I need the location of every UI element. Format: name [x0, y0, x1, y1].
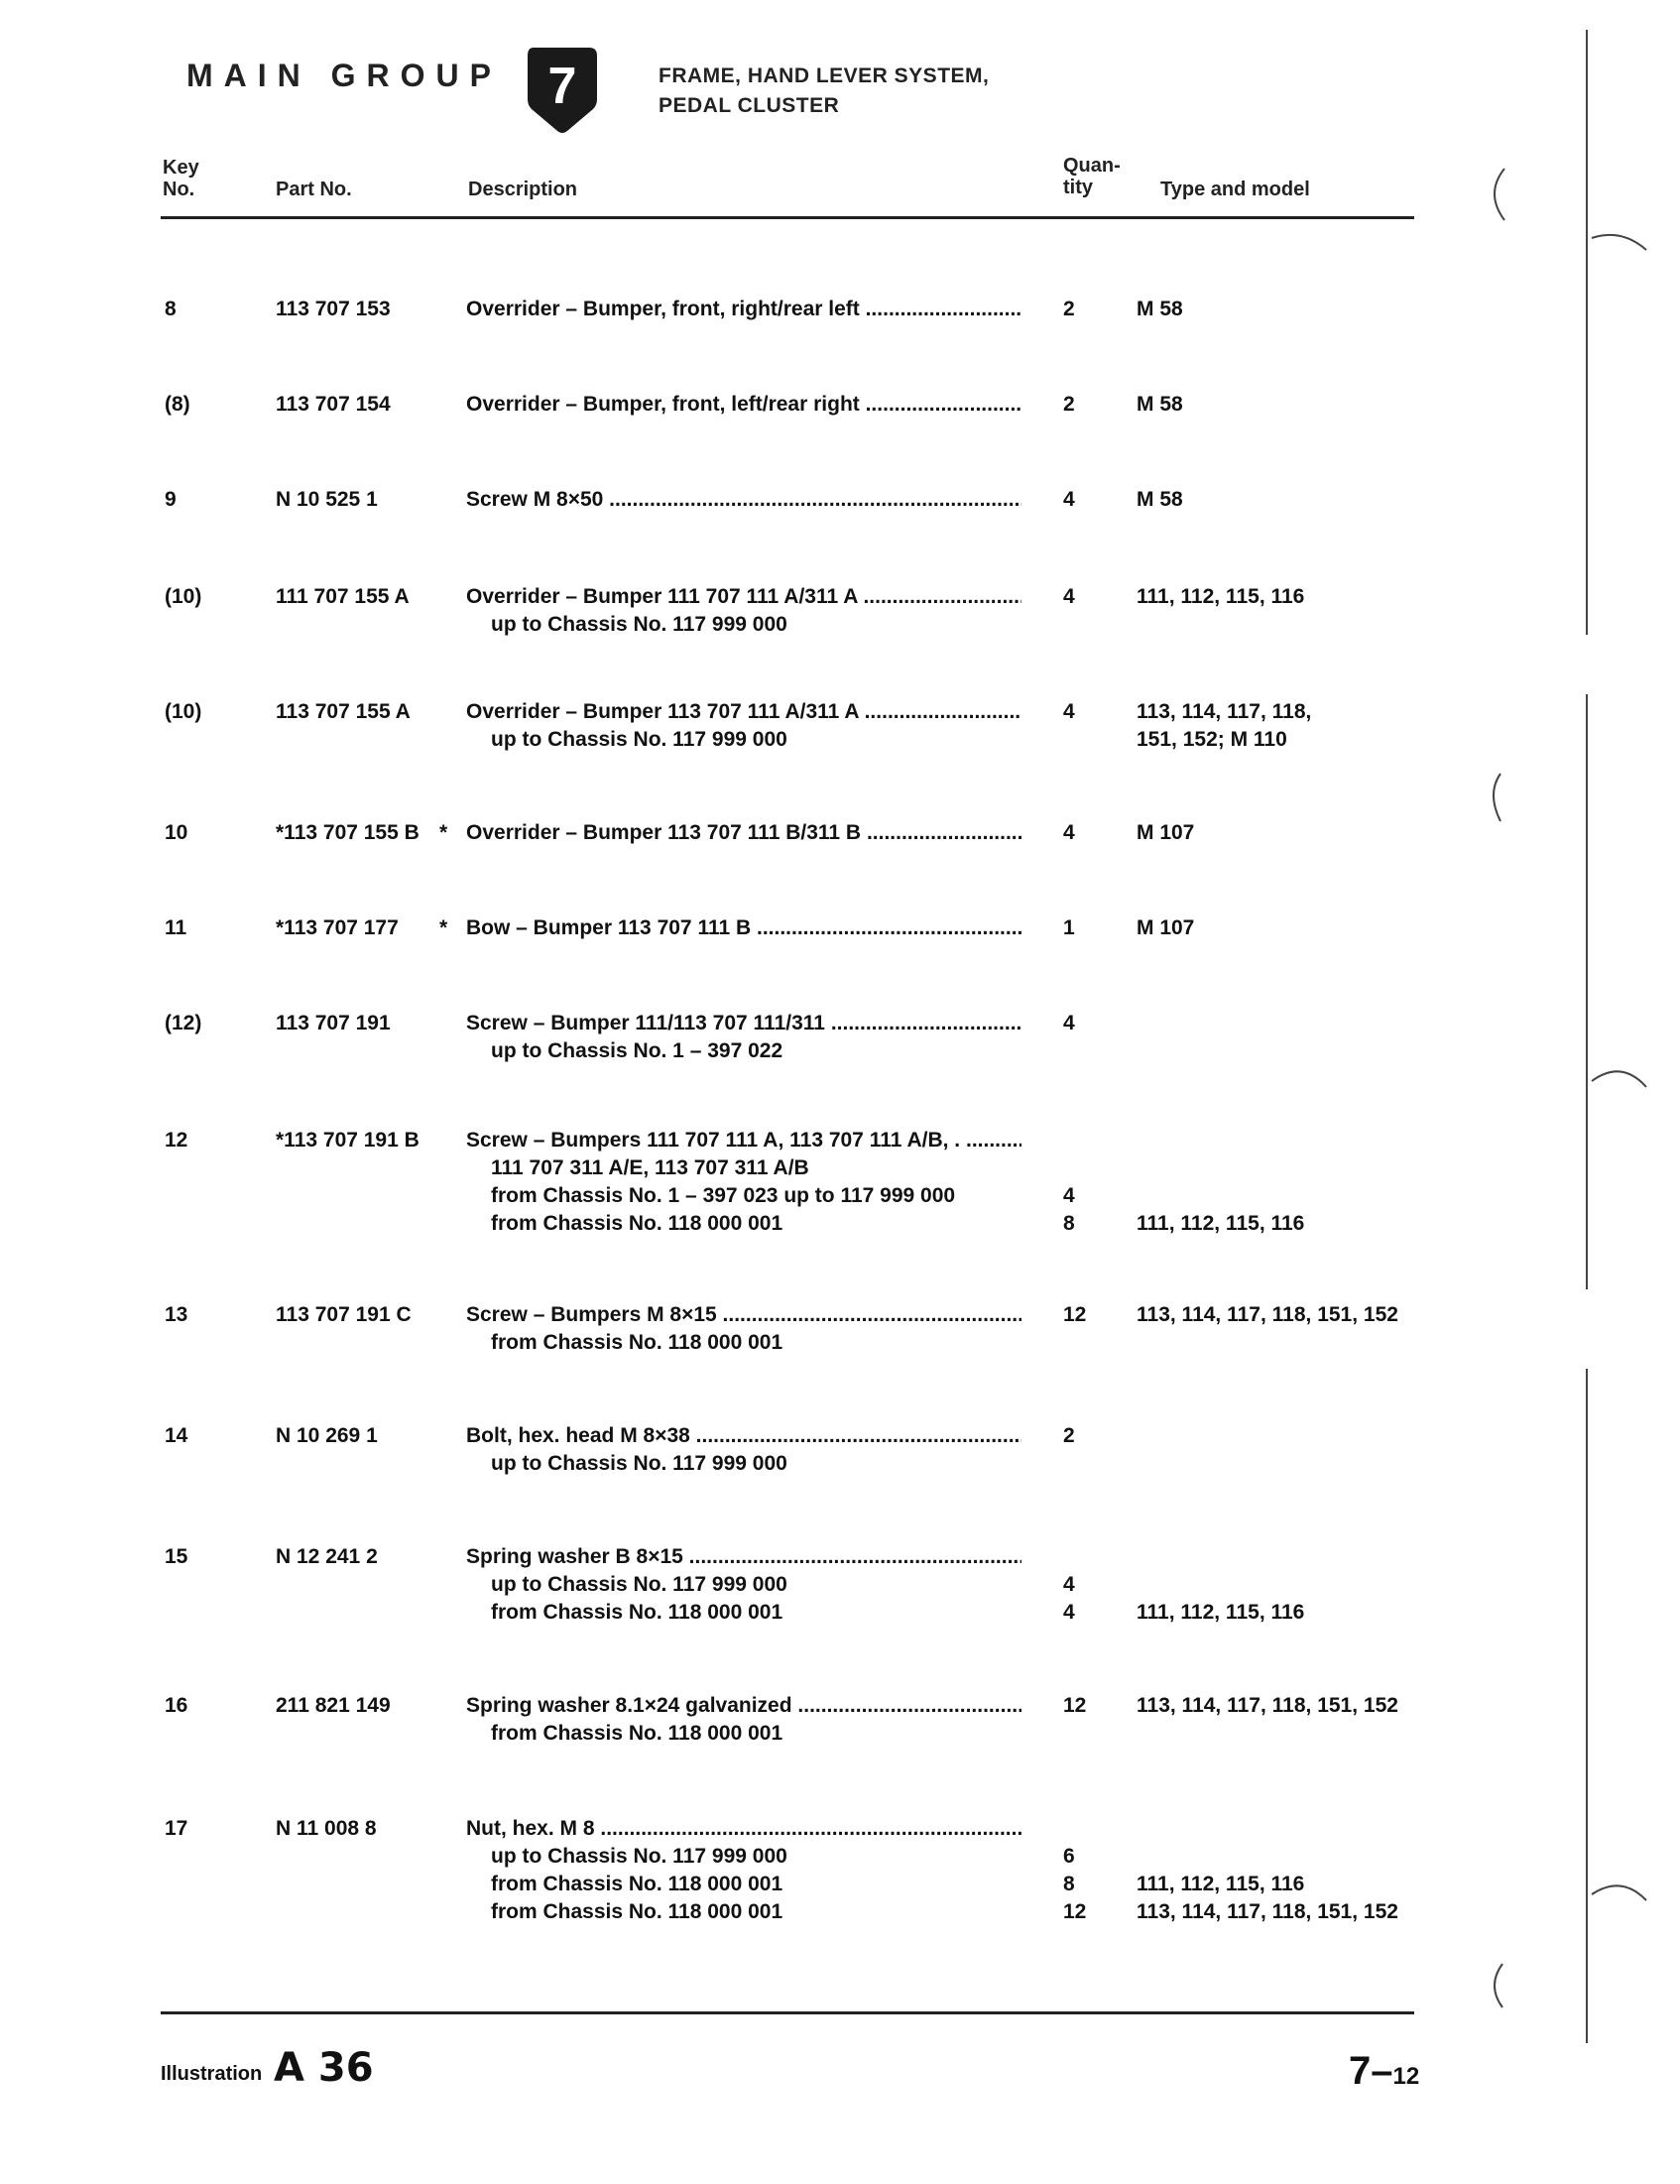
part-number: 113 707 154	[276, 393, 391, 416]
key-number: 10	[165, 821, 188, 844]
type-model-value	[1137, 1815, 1398, 1843]
column-header-key-no: Key No.	[163, 157, 199, 200]
key-number: 9	[165, 488, 177, 511]
quantity-value: 4	[1063, 821, 1075, 844]
type-model-value: M 58	[1137, 298, 1183, 320]
part-number: *113 707 191 B	[276, 1129, 420, 1152]
quantity-value: 4	[1063, 1012, 1075, 1034]
part-number: 113 707 155 A	[276, 700, 411, 723]
type-model	[1137, 698, 1311, 754]
quantity	[1063, 914, 1103, 942]
type-model	[1137, 1815, 1398, 1926]
part-number: 113 707 191 C	[276, 1303, 412, 1326]
description-detail: 111 707 311 A/E, 113 707 311 A/B	[491, 1156, 809, 1179]
page-number	[1349, 2049, 1419, 2094]
key-number: 13	[165, 1303, 188, 1326]
description-main: Bow – Bumper 113 707 111 B .....	[466, 914, 1021, 942]
description-detail: up to Chassis No. 117 999 000	[491, 1452, 787, 1475]
description	[466, 698, 1021, 754]
quantity	[1063, 296, 1103, 323]
key-number: 16	[165, 1694, 188, 1717]
type-model-value: 151, 152; M 110	[1137, 728, 1287, 751]
description-main: Overrider – Bumper, front, left/rear right .....	[466, 391, 1021, 419]
illustration-code: A 36	[274, 2045, 374, 2091]
column-header-quantity: Quan- tity	[1063, 155, 1121, 198]
part-number: 113 707 191	[276, 1012, 391, 1034]
column-header-type-model: Type and model	[1160, 179, 1310, 200]
part-number: N 10 525 1	[276, 488, 378, 511]
description-main: Overrider – Bumper, front, right/rear left .....	[466, 296, 1021, 323]
key-number: 12	[165, 1129, 188, 1152]
key-number: (10)	[165, 585, 202, 608]
part-number: N 12 241 2	[276, 1545, 378, 1568]
key-number: 15	[165, 1545, 188, 1568]
description-main: Spring washer B 8×15 .....	[466, 1543, 1021, 1571]
illustration-label: Illustration	[161, 2063, 263, 2085]
type-model-value	[1137, 1154, 1304, 1182]
quantity-value: 4	[1063, 488, 1075, 511]
description	[466, 1010, 1021, 1065]
quantity	[1063, 819, 1103, 847]
description-detail: up to Chassis No. 117 999 000	[491, 728, 787, 751]
description-detail: from Chassis No. 118 000 001	[491, 1873, 783, 1895]
type-model-value: 113, 114, 117, 118, 151, 152	[1137, 1900, 1398, 1923]
description	[466, 914, 1021, 942]
description-main: Screw M 8×50 .....	[466, 486, 1021, 514]
change-marker: *	[439, 916, 448, 939]
type-model-value: 113, 114, 117, 118,	[1137, 700, 1312, 723]
quantity-value: 4	[1063, 1184, 1075, 1207]
quantity-value	[1063, 1543, 1103, 1571]
main-group-label: MAIN GROUP	[186, 58, 502, 93]
type-model	[1137, 391, 1183, 419]
type-model	[1137, 1127, 1304, 1238]
page-number-sub: 12	[1392, 2063, 1420, 2090]
quantity-value	[1063, 1815, 1103, 1843]
type-model-value	[1137, 1543, 1304, 1571]
quantity-value: 12	[1063, 1303, 1087, 1326]
part-number: N 11 008 8	[276, 1817, 377, 1840]
key-number: 14	[165, 1424, 188, 1447]
quantity-value: 4	[1063, 1573, 1075, 1596]
column-header-description: Description	[468, 179, 578, 200]
description	[466, 391, 1021, 419]
type-model	[1137, 296, 1183, 323]
quantity	[1063, 1301, 1103, 1329]
description-main: Spring washer 8.1×24 galvanized .....	[466, 1692, 1021, 1720]
type-model-value: 111, 112, 115, 116	[1137, 585, 1305, 608]
description-detail: from Chassis No. 1 – 397 023 up to 117 999 000	[491, 1184, 956, 1207]
description	[466, 1301, 1021, 1357]
header-rule	[161, 216, 1414, 219]
description	[466, 819, 1021, 847]
type-model	[1137, 1301, 1398, 1329]
key-number: 11	[165, 916, 187, 939]
type-model	[1137, 583, 1304, 611]
quantity-value: 2	[1063, 298, 1075, 320]
description-detail: from Chassis No. 118 000 001	[491, 1722, 783, 1745]
type-model-value: M 107	[1137, 821, 1195, 844]
quantity-value	[1063, 1154, 1103, 1182]
quantity-value: 4	[1063, 1601, 1075, 1624]
description	[466, 486, 1021, 514]
type-model	[1137, 486, 1183, 514]
quantity	[1063, 391, 1103, 419]
quantity	[1063, 486, 1103, 514]
quantity-value: 4	[1063, 585, 1075, 608]
part-number: *113 707 155 B	[276, 821, 420, 844]
quantity	[1063, 1422, 1103, 1450]
key-number: (12)	[165, 1012, 202, 1034]
description	[466, 583, 1021, 639]
description	[466, 1815, 1021, 1926]
key-number: (10)	[165, 700, 202, 723]
description-detail: up to Chassis No. 117 999 000	[491, 613, 787, 636]
description-main: Bolt, hex. head M 8×38 .....	[466, 1422, 1021, 1450]
type-model	[1137, 914, 1194, 942]
quantity-value: 1	[1063, 916, 1075, 939]
part-number: N 10 269 1	[276, 1424, 378, 1447]
description-main: Nut, hex. M 8 .....	[466, 1815, 1021, 1843]
key-number: 17	[165, 1817, 188, 1840]
part-number: 113 707 153	[276, 298, 391, 320]
quantity-value: 2	[1063, 393, 1075, 416]
group-title-line-2: PEDAL CLUSTER	[659, 94, 840, 117]
change-marker: *	[439, 821, 448, 844]
description-main: Overrider – Bumper 113 707 111 A/311 A .....	[466, 698, 1021, 726]
description	[466, 1422, 1021, 1478]
quantity-value: 12	[1063, 1900, 1087, 1923]
binding-edge-decoration	[1483, 0, 1680, 2184]
description	[466, 296, 1021, 323]
description-detail: from Chassis No. 118 000 001	[491, 1601, 783, 1624]
description-main: Screw – Bumpers 111 707 111 A, 113 707 111 A/B, . .....	[466, 1127, 1021, 1154]
quantity	[1063, 1543, 1103, 1627]
type-model	[1137, 1692, 1398, 1720]
quantity	[1063, 1127, 1103, 1238]
page-number-separator: –	[1371, 2049, 1393, 2093]
description-main: Screw – Bumper 111/113 707 111/311 .....	[466, 1010, 1021, 1037]
description-detail: from Chassis No. 118 000 001	[491, 1212, 783, 1235]
type-model-value: 111, 112, 115, 116	[1137, 1873, 1305, 1895]
footer-rule	[161, 2011, 1414, 2014]
group-number-badge	[524, 44, 601, 135]
quantity	[1063, 1692, 1103, 1720]
quantity	[1063, 698, 1103, 726]
quantity-value: 6	[1063, 1845, 1075, 1868]
type-model-value: M 58	[1137, 488, 1183, 511]
key-number: 8	[165, 298, 177, 320]
description	[466, 1543, 1021, 1627]
description-main: Overrider – Bumper 111 707 111 A/311 A .....	[466, 583, 1021, 611]
type-model-value: M 58	[1137, 393, 1183, 416]
quantity-value: 8	[1063, 1873, 1075, 1895]
group-title-line-1: FRAME, HAND LEVER SYSTEM,	[659, 64, 990, 87]
description-detail: from Chassis No. 118 000 001	[491, 1331, 783, 1354]
type-model-value	[1137, 1843, 1398, 1871]
quantity-value: 2	[1063, 1424, 1075, 1447]
description	[466, 1692, 1021, 1748]
quantity-value: 12	[1063, 1694, 1087, 1717]
quantity	[1063, 1010, 1103, 1037]
description-detail: up to Chassis No. 117 999 000	[491, 1573, 787, 1596]
type-model-value: 113, 114, 117, 118, 151, 152	[1137, 1303, 1398, 1326]
part-number: 211 821 149	[276, 1694, 391, 1717]
group-number: 7	[547, 58, 577, 115]
type-model-value	[1137, 1571, 1304, 1599]
quantity	[1063, 1815, 1103, 1926]
page-number-main: 7	[1349, 2049, 1372, 2093]
quantity-value	[1063, 1127, 1103, 1154]
part-number: *113 707 177	[276, 916, 399, 939]
group-title	[659, 61, 989, 121]
part-number: 111 707 155 A	[276, 585, 410, 608]
column-header-part-no: Part No.	[276, 179, 352, 200]
type-model	[1137, 819, 1194, 847]
quantity-value: 4	[1063, 700, 1075, 723]
description	[466, 1127, 1021, 1238]
type-model-value	[1137, 1182, 1304, 1210]
type-model-value	[1137, 1127, 1304, 1154]
type-model-value: 113, 114, 117, 118, 151, 152	[1137, 1694, 1398, 1717]
description-detail: up to Chassis No. 117 999 000	[491, 1845, 787, 1868]
type-model	[1137, 1543, 1304, 1627]
quantity	[1063, 583, 1103, 611]
description-detail: from Chassis No. 118 000 001	[491, 1900, 783, 1923]
type-model-value: 111, 112, 115, 116	[1137, 1212, 1305, 1235]
quantity-value: 8	[1063, 1212, 1075, 1235]
description-main: Screw – Bumpers M 8×15 .....	[466, 1301, 1021, 1329]
key-number: (8)	[165, 393, 190, 416]
description-main: Overrider – Bumper 113 707 111 B/311 B .....	[466, 819, 1021, 847]
type-model-value: M 107	[1137, 916, 1195, 939]
description-detail: up to Chassis No. 1 – 397 022	[491, 1039, 783, 1062]
type-model-value: 111, 112, 115, 116	[1137, 1601, 1305, 1624]
